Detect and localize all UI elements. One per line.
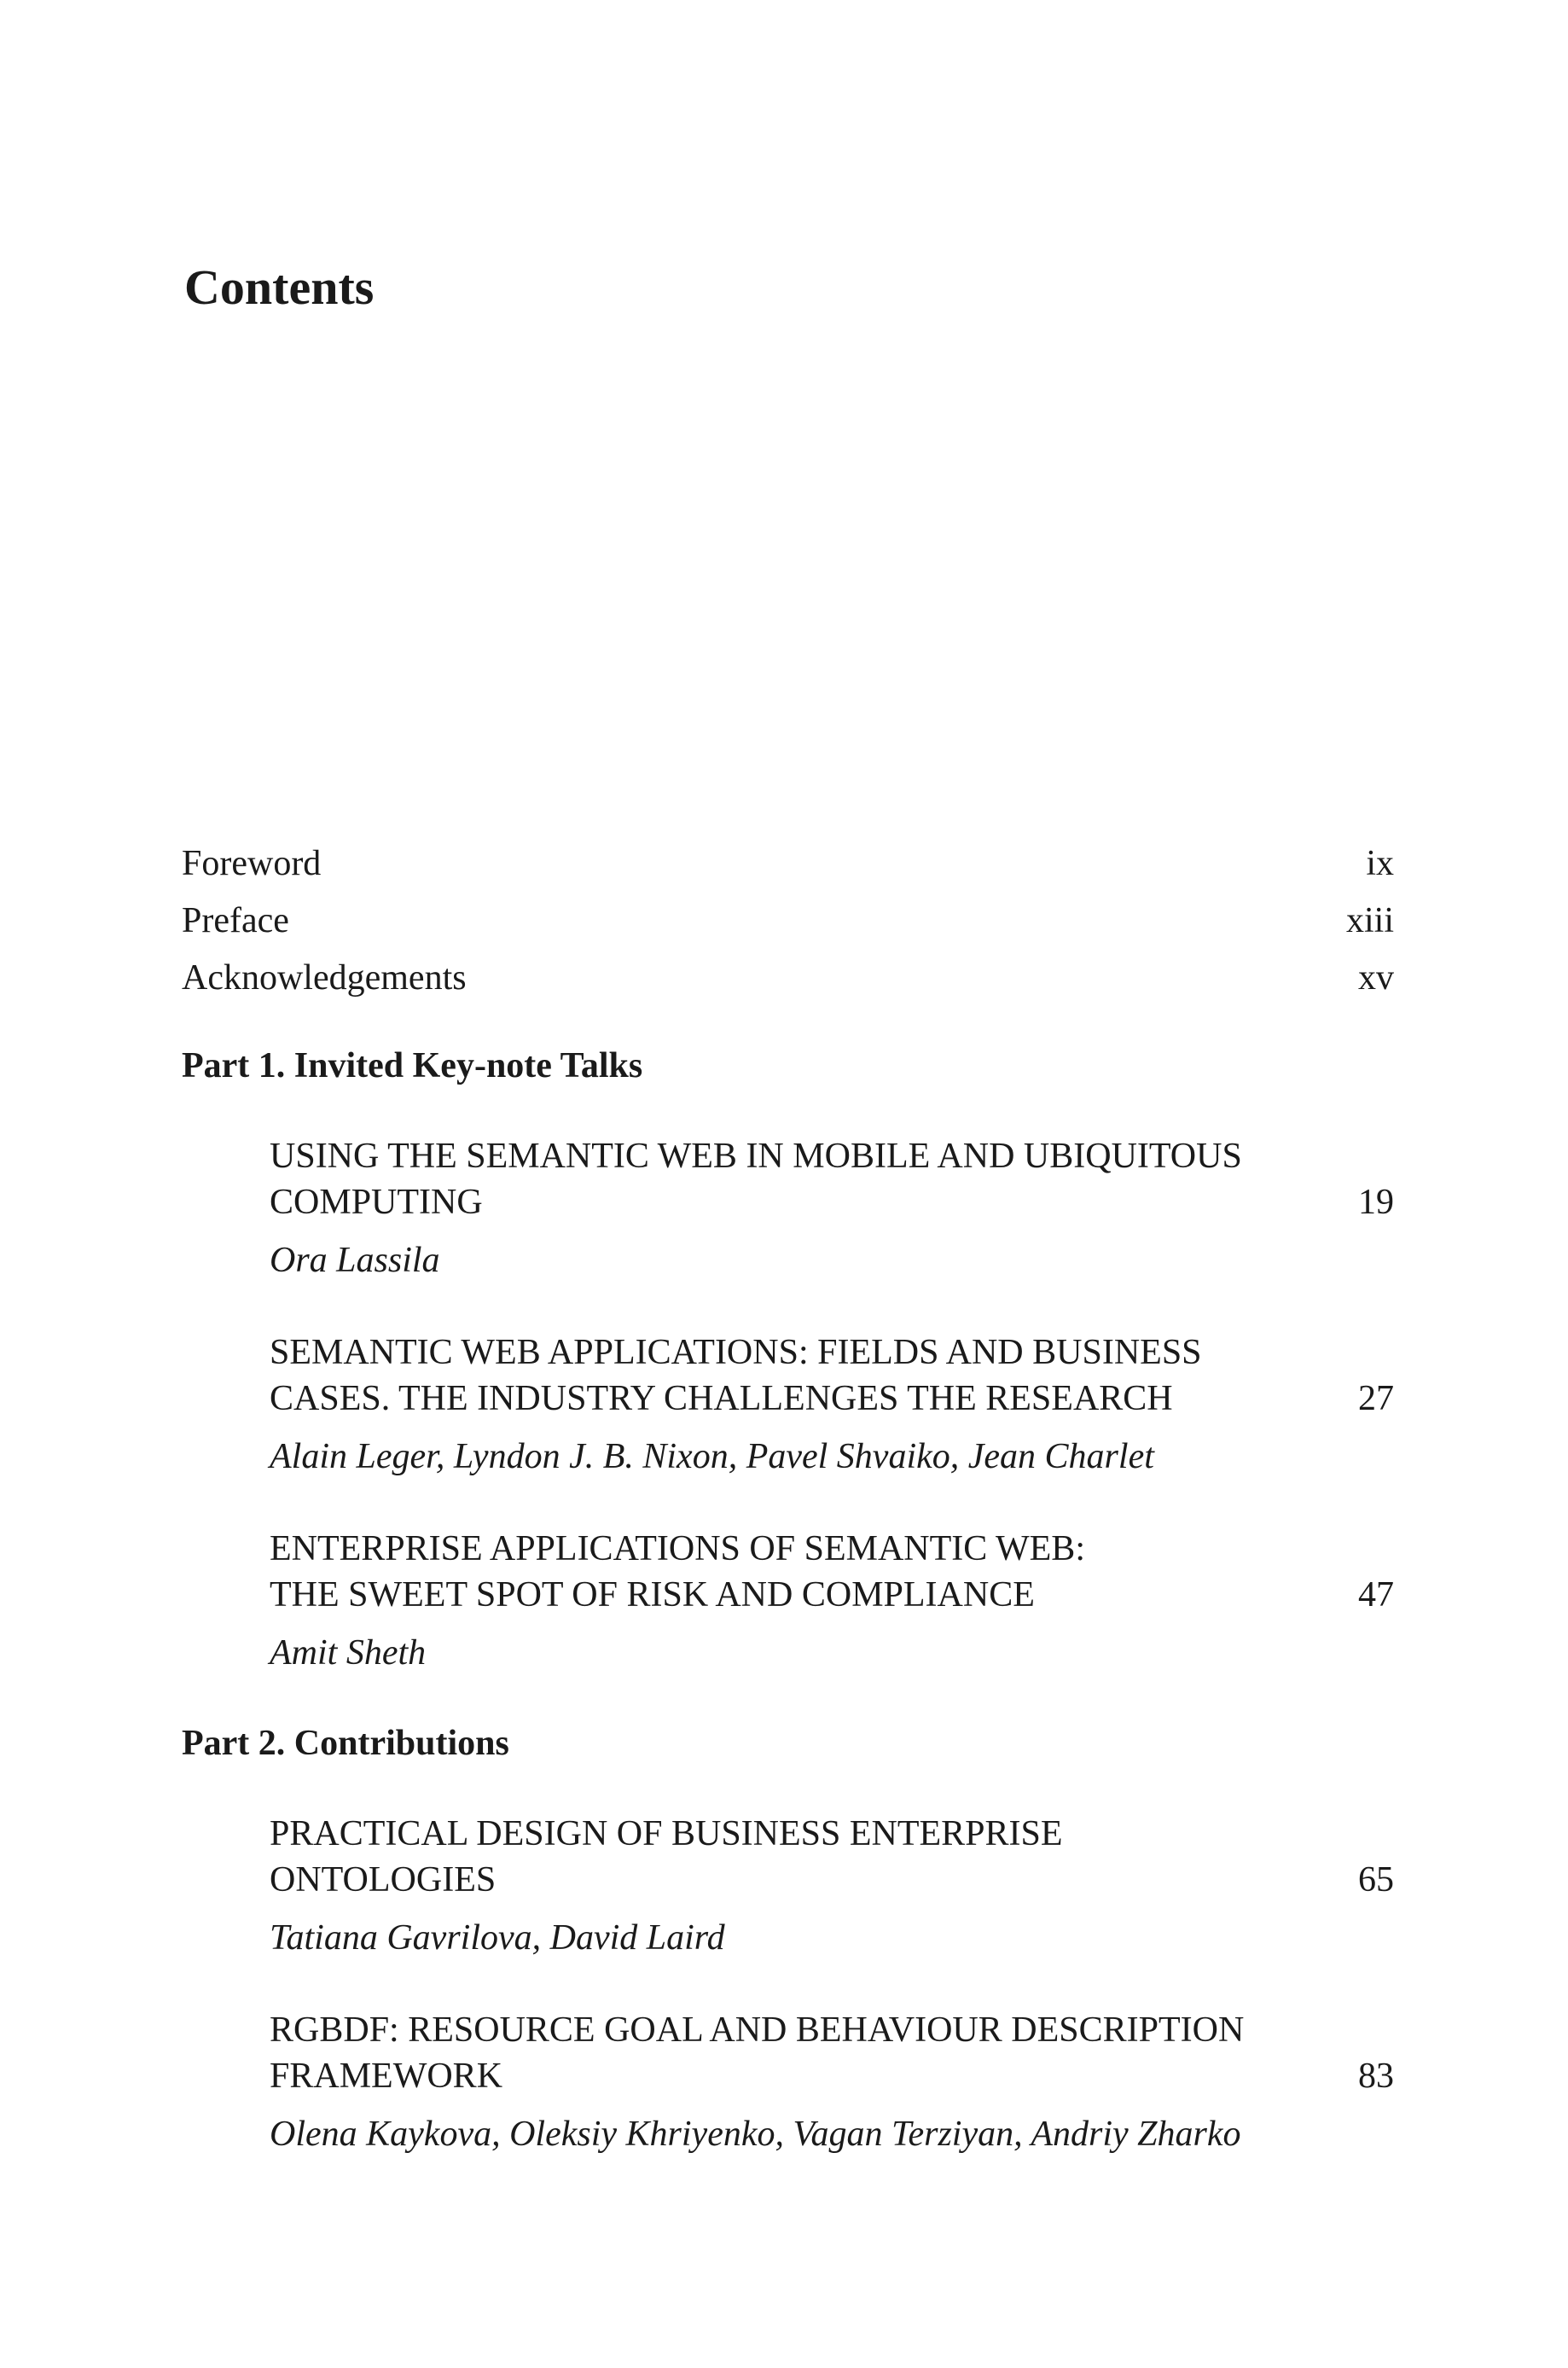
entry-title-line: THE SWEET SPOT OF RISK AND COMPLIANCE (270, 1575, 1035, 1615)
entry-title-line: PRACTICAL DESIGN OF BUSINESS ENTERPRISE (270, 1814, 1063, 1853)
entry-authors: Tatiana Gavrilova, David Laird (270, 1918, 725, 1958)
front-matter-page: xv (1358, 958, 1394, 998)
entry-title (270, 1526, 1394, 1618)
page-title: Contents (184, 259, 375, 315)
entry-title-line: COMPUTING (270, 1183, 483, 1222)
part-heading-2: Part 2. Contributions (182, 1724, 509, 1763)
entry-authors: Amit Sheth (270, 1633, 427, 1673)
entry-authors: Olena Kaykova, Oleksiy Khriyenko, Vagan Terziyan, Andriy Zharko (270, 2115, 1241, 2154)
entry-page-number: 65 (1358, 1860, 1394, 1900)
entry-title (270, 1133, 1394, 1225)
entry-title (270, 2007, 1394, 2099)
entry-title-line: CASES. THE INDUSTRY CHALLENGES THE RESEARCH (270, 1379, 1173, 1418)
front-matter-item-preface[interactable] (182, 893, 1394, 950)
front-matter-item-acknowledgements[interactable] (182, 950, 1394, 1007)
front-matter-item-foreword[interactable] (182, 835, 1394, 893)
entry-title-line: RGBDF: RESOURCE GOAL AND BEHAVIOUR DESCRIPTION (270, 2010, 1245, 2050)
entry-title-line: ONTOLOGIES (270, 1860, 497, 1900)
toc-entry[interactable] (270, 1133, 1394, 1283)
entry-page-number: 19 (1358, 1183, 1394, 1222)
entry-authors: Ora Lassila (270, 1241, 440, 1280)
entry-title-line: USING THE SEMANTIC WEB IN MOBILE AND UBIQUITOUS (270, 1137, 1242, 1176)
entry-title-line: FRAMEWORK (270, 2057, 503, 2096)
entry-page-number: 83 (1358, 2057, 1394, 2096)
front-matter-page: xiii (1345, 901, 1394, 940)
entry-page-number: 27 (1358, 1379, 1394, 1418)
toc-entry[interactable] (270, 2007, 1394, 2157)
entry-title-line: ENTERPRISE APPLICATIONS OF SEMANTIC WEB: (270, 1529, 1085, 1568)
front-matter-label: Foreword (182, 844, 322, 883)
front-matter-label: Preface (182, 901, 289, 940)
toc-entry[interactable] (270, 1811, 1394, 1961)
toc-entry[interactable] (270, 1329, 1394, 1480)
part-heading-1: Part 1. Invited Key-note Talks (182, 1046, 643, 1085)
entry-page-number: 47 (1358, 1575, 1394, 1615)
entry-authors: Alain Leger, Lyndon J. B. Nixon, Pavel Shvaiko, Jean Charlet (270, 1437, 1154, 1476)
front-matter-list (182, 835, 1394, 1007)
entry-title (270, 1811, 1394, 1903)
toc-entry[interactable] (270, 1526, 1394, 1676)
entry-title-line: SEMANTIC WEB APPLICATIONS: FIELDS AND BUSINESS (270, 1333, 1202, 1372)
front-matter-page: ix (1366, 844, 1394, 883)
entry-title (270, 1329, 1394, 1422)
front-matter-label: Acknowledgements (182, 958, 467, 998)
